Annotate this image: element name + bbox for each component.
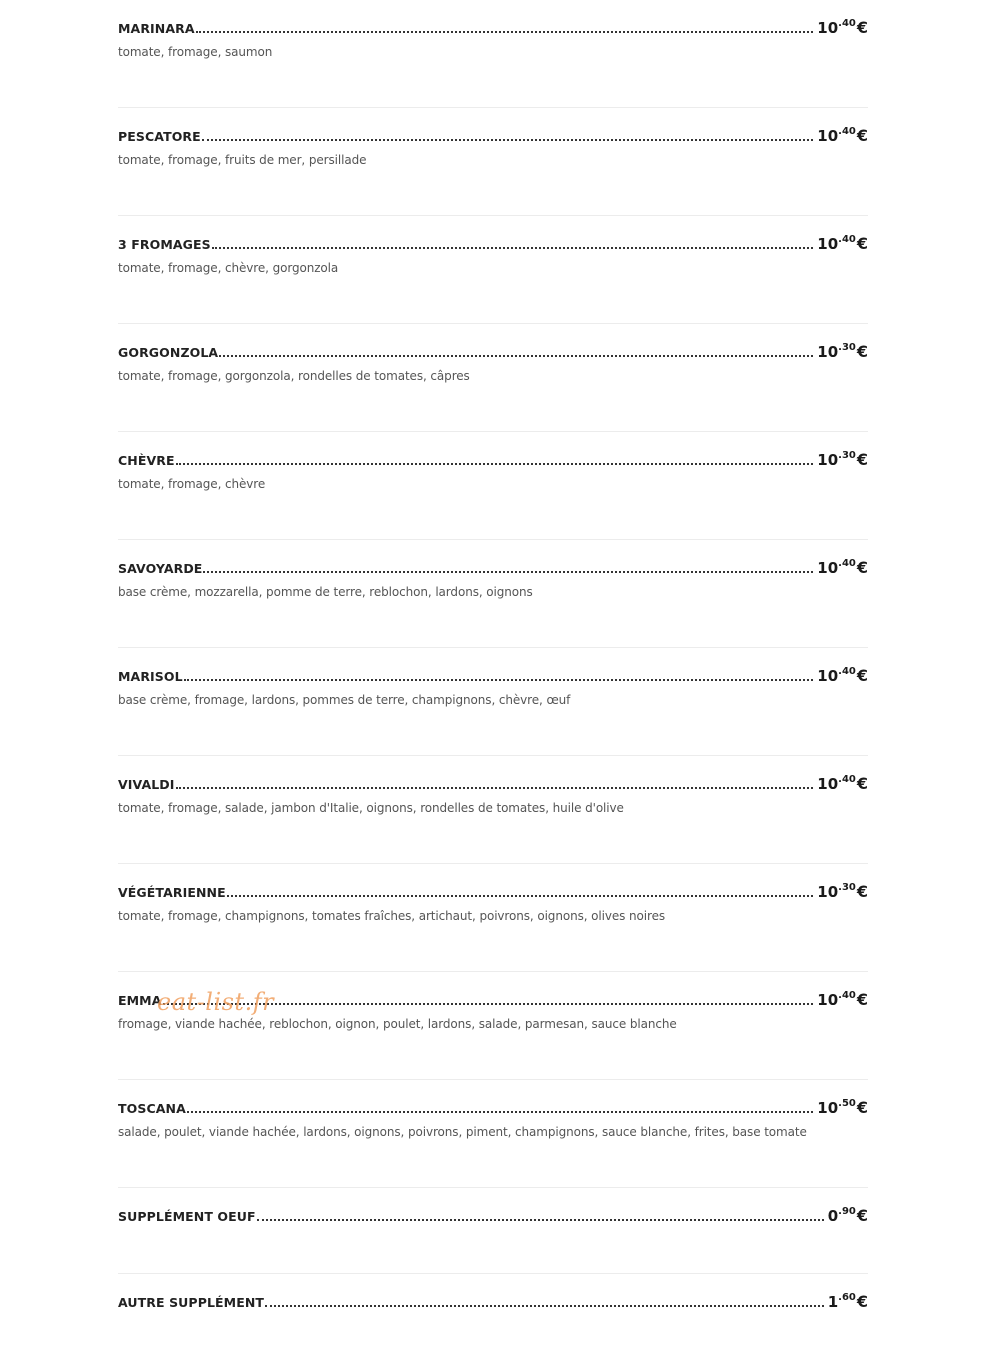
menu-item-row	[118, 988, 868, 1008]
menu-item-name: AUTRE SUPPLÉMENT	[118, 1295, 265, 1310]
price-currency: €	[856, 1292, 868, 1311]
price-integer: 10	[817, 991, 839, 1009]
menu-item-name: CHÈVRE	[118, 453, 175, 468]
menu-item-price	[828, 1294, 868, 1310]
menu-item-row	[118, 16, 868, 36]
menu-item-row	[118, 124, 868, 144]
dot-leader	[176, 787, 814, 789]
menu-item-row	[118, 880, 868, 900]
price-integer: 10	[817, 451, 839, 469]
menu-item	[118, 0, 868, 108]
menu-item-row	[118, 772, 868, 792]
menu-item-name: TOSCANA	[118, 1101, 186, 1116]
price-decimal: .40	[838, 126, 856, 137]
menu-item-price	[817, 992, 868, 1008]
price-integer: 10	[817, 127, 839, 145]
menu-item-name: EMMA	[118, 993, 162, 1008]
price-decimal: .60	[838, 1292, 856, 1303]
dot-leader	[203, 571, 813, 573]
menu-item-price	[817, 1100, 868, 1116]
menu-item-name: SAVOYARDE	[118, 561, 203, 576]
price-integer: 10	[817, 667, 839, 685]
menu-item	[118, 648, 868, 756]
price-decimal: .40	[838, 558, 856, 569]
menu-item-description: base crème, mozzarella, pomme de terre, reblochon, lardons, oignons	[118, 585, 533, 599]
menu-item-row	[118, 664, 868, 684]
menu-item-row	[118, 1204, 868, 1224]
menu-item-price	[828, 1208, 868, 1224]
menu-item	[118, 756, 868, 864]
menu-item-name: MARINARA	[118, 21, 195, 36]
price-currency: €	[856, 126, 868, 145]
menu-item-name: PESCATORE	[118, 129, 201, 144]
price-decimal: .40	[838, 18, 856, 29]
menu-item-price	[817, 128, 868, 144]
menu-item-price	[817, 560, 868, 576]
watermark-logo: eat-list.fr	[157, 988, 275, 1016]
price-currency: €	[856, 882, 868, 901]
price-integer: 10	[817, 19, 839, 37]
menu-item-description: tomate, fromage, chèvre	[118, 477, 266, 491]
price-currency: €	[856, 342, 868, 361]
menu-item-name: 3 FROMAGES	[118, 237, 211, 252]
price-decimal: .50	[838, 1098, 856, 1109]
dot-leader	[265, 1305, 824, 1307]
price-currency: €	[856, 1206, 868, 1225]
price-integer: 1	[827, 1293, 839, 1311]
menu-item-price	[817, 668, 868, 684]
price-decimal: .40	[838, 666, 856, 677]
price-currency: €	[856, 774, 868, 793]
menu-item-description: tomate, fromage, champignons, tomates fraîches, artichaut, poivrons, oignons, olives noires	[118, 909, 666, 923]
dot-leader	[176, 463, 814, 465]
dot-leader	[196, 31, 814, 33]
dot-leader	[219, 355, 813, 357]
price-decimal: .30	[838, 882, 856, 893]
menu-item	[118, 432, 868, 540]
menu-item-description: base crème, fromage, lardons, pommes de terre, champignons, chèvre, œuf	[118, 693, 571, 707]
menu-item-row	[118, 340, 868, 360]
menu-item	[118, 864, 868, 972]
price-decimal: .40	[838, 774, 856, 785]
dot-leader	[187, 1111, 813, 1113]
menu-item-price	[817, 452, 868, 468]
price-integer: 10	[817, 559, 839, 577]
price-integer: 10	[817, 883, 839, 901]
menu-item	[118, 540, 868, 648]
price-integer: 0	[827, 1207, 839, 1225]
menu-item	[118, 324, 868, 432]
menu-item-description: tomate, fromage, fruits de mer, persillade	[118, 153, 367, 167]
menu-item	[118, 972, 868, 1080]
menu-item-name: VIVALDI	[118, 777, 175, 792]
price-integer: 10	[817, 343, 839, 361]
price-decimal: .30	[838, 342, 856, 353]
price-decimal: .40	[838, 234, 856, 245]
menu-item-description: salade, poulet, viande hachée, lardons, oignons, poivrons, piment, champignons, sauce blanche, frites, base tomate	[118, 1125, 807, 1139]
price-currency: €	[856, 234, 868, 253]
pizza-menu-list	[118, 0, 868, 1360]
menu-item	[118, 1080, 868, 1188]
menu-item-row	[118, 232, 868, 252]
menu-item-description: tomate, fromage, salade, jambon d'Italie, oignons, rondelles de tomates, huile d'olive	[118, 801, 624, 815]
price-currency: €	[856, 1098, 868, 1117]
price-decimal: .40	[838, 990, 856, 1001]
menu-item	[118, 1274, 868, 1360]
dot-leader	[227, 895, 814, 897]
menu-item-name: VÉGÉTARIENNE	[118, 885, 226, 900]
menu-item-description: tomate, fromage, chèvre, gorgonzola	[118, 261, 339, 275]
menu-item-price	[817, 344, 868, 360]
menu-item-name: GORGONZOLA	[118, 345, 219, 360]
price-integer: 10	[817, 775, 839, 793]
menu-item	[118, 216, 868, 324]
menu-item	[118, 108, 868, 216]
menu-item-price	[817, 236, 868, 252]
menu-item-price	[817, 20, 868, 36]
dot-leader	[184, 679, 814, 681]
menu-item-description: tomate, fromage, gorgonzola, rondelles de tomates, câpres	[118, 369, 470, 383]
price-currency: €	[856, 558, 868, 577]
menu-item-name: MARISOL	[118, 669, 183, 684]
dot-leader	[212, 247, 814, 249]
dot-leader	[257, 1219, 824, 1221]
menu-item-row	[118, 556, 868, 576]
price-decimal: .90	[838, 1206, 856, 1217]
menu-item-description: tomate, fromage, saumon	[118, 45, 273, 59]
menu-item-name: SUPPLÉMENT OEUF	[118, 1209, 256, 1224]
menu-item-description: fromage, viande hachée, reblochon, oignon, poulet, lardons, salade, parmesan, sauce blanche	[118, 1017, 677, 1031]
price-integer: 10	[817, 1099, 839, 1117]
price-currency: €	[856, 450, 868, 469]
menu-item-price	[817, 776, 868, 792]
dot-leader	[163, 1003, 814, 1005]
price-integer: 10	[817, 235, 839, 253]
price-decimal: .30	[838, 450, 856, 461]
menu-item-price	[817, 884, 868, 900]
price-currency: €	[856, 990, 868, 1009]
menu-item-row	[118, 1290, 868, 1310]
menu-item-row	[118, 448, 868, 468]
price-currency: €	[856, 666, 868, 685]
price-currency: €	[856, 18, 868, 37]
dot-leader	[202, 139, 813, 141]
menu-item	[118, 1188, 868, 1274]
menu-item-row	[118, 1096, 868, 1116]
